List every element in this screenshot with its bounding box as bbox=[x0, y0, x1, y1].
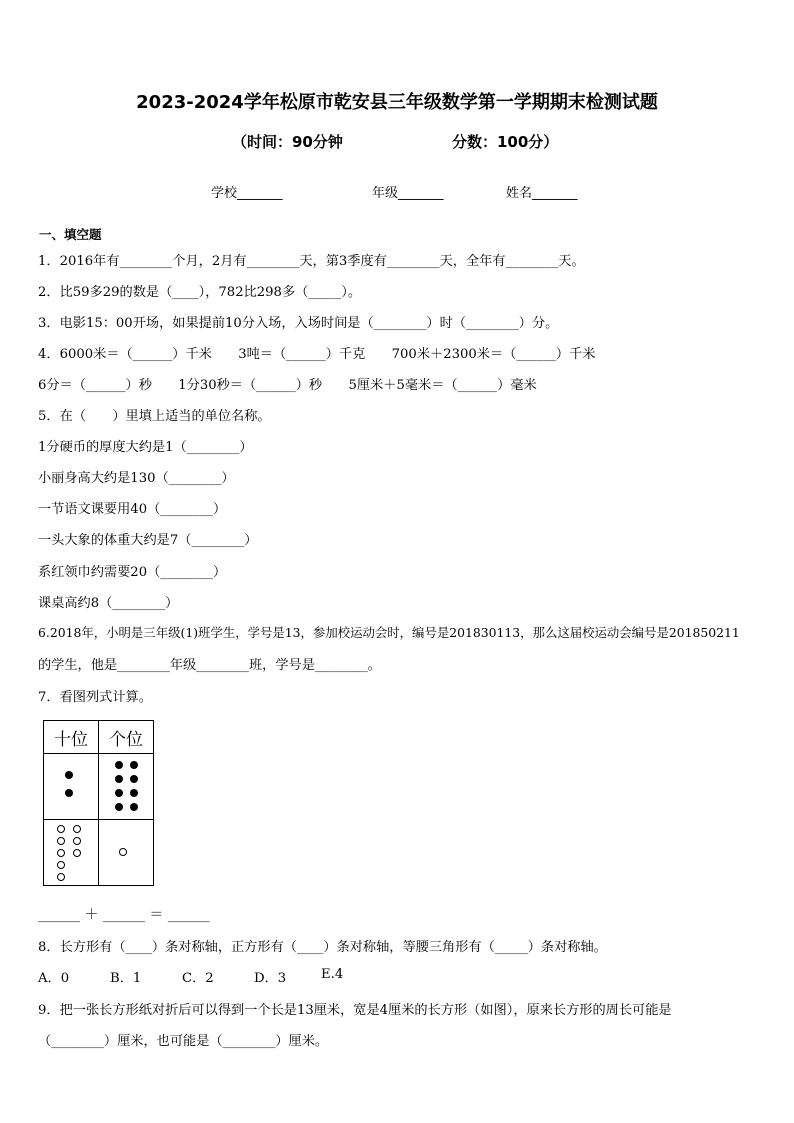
bead-circle bbox=[119, 848, 127, 856]
bead-circle bbox=[57, 837, 65, 845]
q8-option-d: D．3 bbox=[254, 971, 287, 986]
bead-circle bbox=[57, 861, 65, 869]
bead-circle bbox=[73, 837, 81, 845]
equation-line: ______ ＋ ______ ＝ ______ bbox=[38, 907, 210, 923]
bead-dot bbox=[115, 775, 123, 783]
question-5: 5．在（ ）里填上适当的单位名称。 bbox=[38, 409, 271, 424]
tens-header: 十位 bbox=[44, 721, 99, 754]
question-7: 7．看图列式计算。 bbox=[38, 690, 152, 705]
q8-option-a: A．0 bbox=[38, 971, 70, 986]
question-9-line2: （________）厘米，也可能是（________）厘米。 bbox=[38, 1034, 329, 1049]
question-2: 2．比59多29的数是（____），782比298多（_____）。 bbox=[38, 285, 362, 300]
question-4-line2: 6分＝（______）秒 1分30秒＝（______）秒 5厘米＋5毫米＝（______）毫米 bbox=[38, 378, 537, 393]
bead-dot bbox=[130, 803, 138, 811]
bead-dot bbox=[130, 775, 138, 783]
question-5-item: 一头大象的体重大约是7（________） bbox=[38, 533, 258, 548]
question-6-line2: 的学生，他是________年级________班，学号是________。 bbox=[38, 658, 381, 673]
bead-circle bbox=[73, 849, 81, 857]
bead-dot bbox=[130, 789, 138, 797]
bead-dot bbox=[130, 761, 138, 769]
question-1: 1．2016年有________个月，2月有________天，第3季度有________天，全年有________天。 bbox=[38, 254, 585, 269]
bead-dot bbox=[115, 789, 123, 797]
bead-dot bbox=[65, 789, 73, 797]
question-5-item: 课桌高约8（________） bbox=[38, 596, 179, 611]
bead-dot bbox=[115, 803, 123, 811]
place-value-figure bbox=[43, 720, 154, 886]
question-4-line1: 4．6000米＝（______）千米 3吨＝（______）千克 700米＋2300米＝（______）千米 bbox=[38, 347, 596, 362]
question-6-line1: 6.2018年，小明是三年级(1)班学生，学号是13，参加校运动会时，编号是201830113，那么这届校运动会编号是201850211 bbox=[38, 625, 740, 640]
ones-header: 个位 bbox=[99, 721, 154, 754]
bead-dot bbox=[65, 771, 73, 779]
bead-circle bbox=[57, 873, 65, 881]
question-5-item: 一节语文课要用40（________） bbox=[38, 502, 227, 517]
section-heading: 一、填空题 bbox=[39, 227, 102, 242]
q8-option-b: B．1 bbox=[110, 971, 142, 986]
question-8: 8．长方形有（____）条对称轴，正方形有（____）条对称轴，等腰三角形有（_____）条对称轴。 bbox=[38, 940, 607, 955]
score-info: 分数：100分） bbox=[452, 133, 559, 151]
question-5-item: 小丽身高大约是130（________） bbox=[38, 471, 235, 486]
question-9-line1: 9．把一张长方形纸对折后可以得到一个长是13厘米，宽是4厘米的长方形（如图），原来长方形的周长可能是 bbox=[38, 1003, 672, 1018]
tens-cell-top bbox=[44, 754, 99, 820]
question-5-item: 1分硬币的厚度大约是1（________） bbox=[38, 440, 253, 455]
grade-field: 年级_______ bbox=[372, 186, 444, 201]
tens-cell-bottom bbox=[44, 820, 99, 886]
bead-circle bbox=[73, 825, 81, 833]
question-3: 3．电影15：00开场，如果提前10分入场，入场时间是（________）时（________）分。 bbox=[38, 316, 559, 331]
ones-cell-top bbox=[99, 754, 154, 820]
page-title: 2023-2024学年松原市乾安县三年级数学第一学期期末检测试题 bbox=[136, 92, 658, 113]
time-info: （时间：90分钟 bbox=[232, 133, 343, 151]
q8-option-e: E.4 bbox=[321, 967, 344, 982]
bead-circle bbox=[57, 825, 65, 833]
question-5-item: 系红领巾约需要20（________） bbox=[38, 565, 227, 580]
q8-option-c: C．2 bbox=[182, 971, 214, 986]
bead-circle bbox=[57, 849, 65, 857]
name-field: 姓名_______ bbox=[506, 186, 578, 201]
school-field: 学校_______ bbox=[211, 186, 283, 201]
ones-cell-bottom bbox=[99, 820, 154, 886]
bead-dot bbox=[115, 761, 123, 769]
